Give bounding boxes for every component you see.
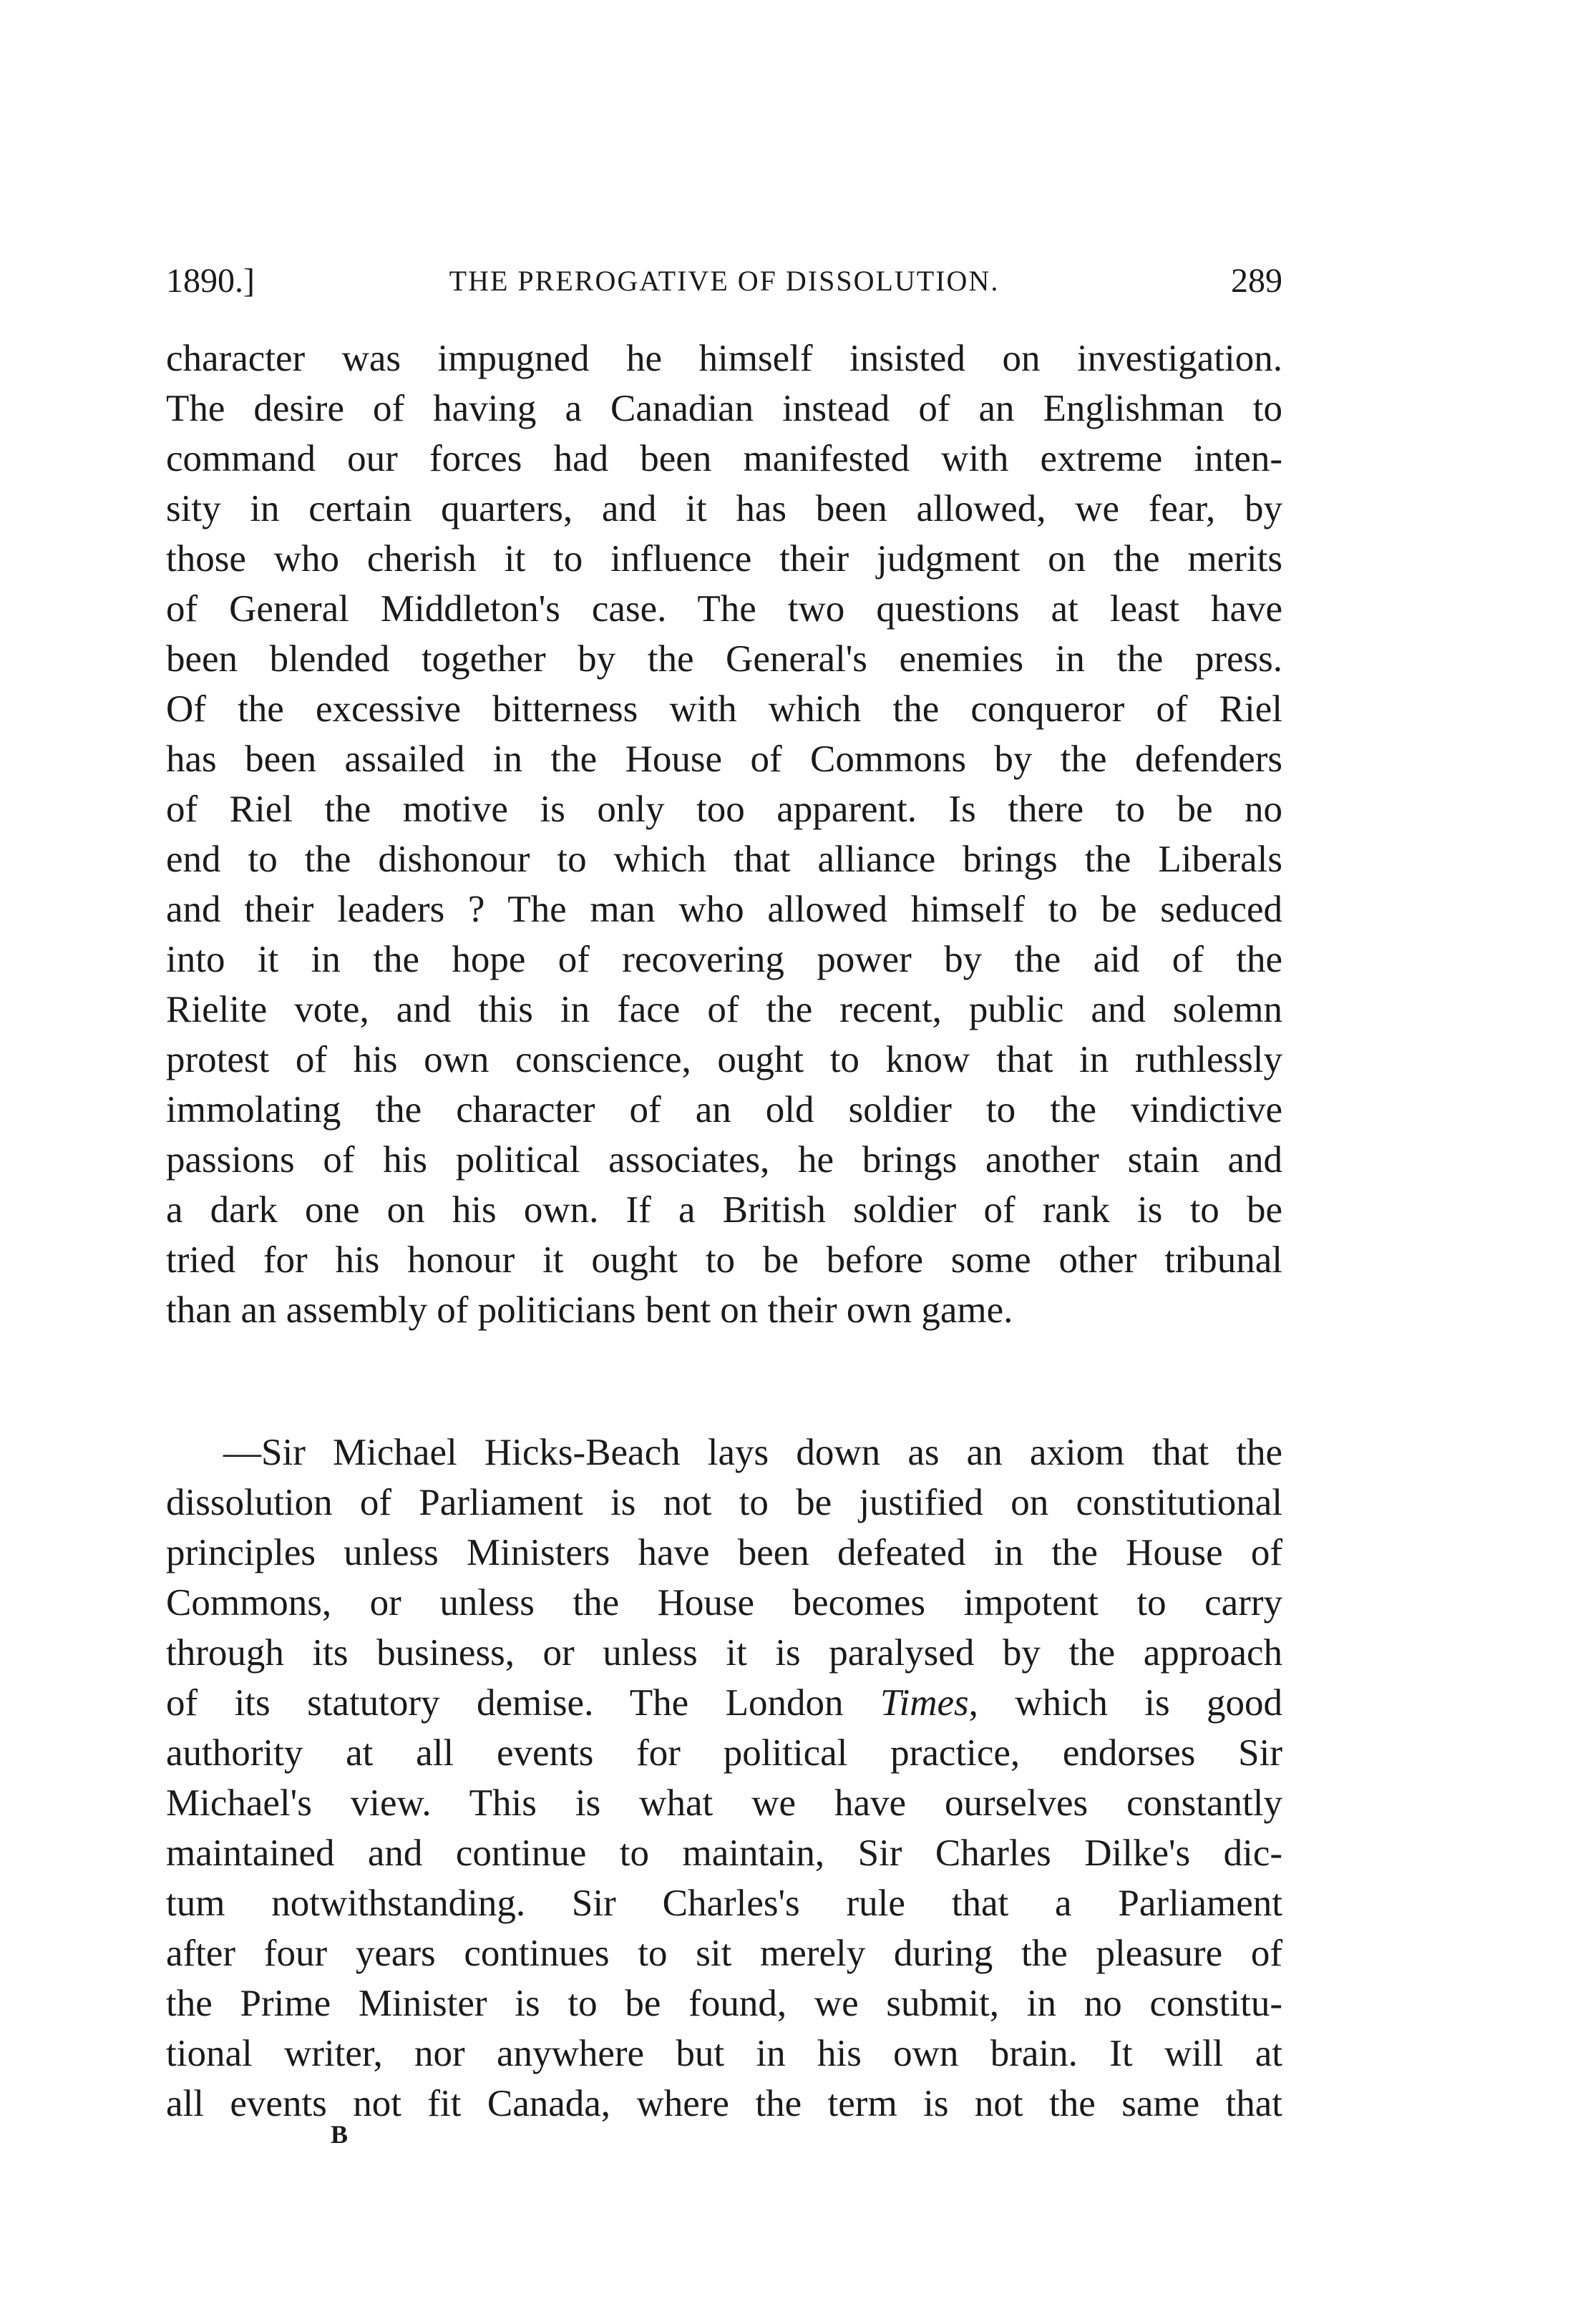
text-line: tional writer, nor anywhere but in his own brain. It will at xyxy=(166,2033,1282,2074)
running-head xyxy=(166,256,1282,306)
text-line: character was impugned he himself insisted on investigation. xyxy=(166,338,1282,379)
text-line: into it in the hope of recovering power by the aid of the xyxy=(166,939,1282,980)
text-line: passions of his political associates, he brings another stain and xyxy=(166,1139,1282,1181)
text-line: of Riel the motive is only too apparent. Is there to be no xyxy=(166,788,1282,830)
text-line: end to the dishonour to which that alliance brings the Liberals xyxy=(166,839,1282,880)
paragraph-1 xyxy=(166,333,1282,1335)
header-title: THE PREROGATIVE OF DISSOLUTION. xyxy=(449,265,1000,297)
text-line: than an assembly of politicians bent on their own game. xyxy=(166,1289,1013,1331)
text-line: through its business, or unless it is paralysed by the approach xyxy=(166,1632,1282,1674)
text-line: —Sir Michael Hicks-Beach lays down as an axiom that the xyxy=(223,1432,1282,1473)
text-line: after four years continues to sit merely during the pleasure of xyxy=(166,1933,1282,1974)
text-line: Of the excessive bitterness with which the conqueror of Riel xyxy=(166,688,1282,730)
text-line: The desire of having a Canadian instead of an Englishman to xyxy=(166,388,1282,429)
signature-mark: B xyxy=(331,2120,349,2149)
text-line: protest of his own conscience, ought to know that in ruthlessly xyxy=(166,1039,1282,1080)
italic-title: Times xyxy=(880,1682,969,1724)
text-line: those who cherish it to influence their judgment on the merits xyxy=(166,538,1282,580)
text-line: and their leaders ? The man who allowed himself to be seduced xyxy=(166,889,1282,930)
text-line: tried for his honour it ought to be before some other tribunal xyxy=(166,1239,1282,1281)
paragraph-2 xyxy=(166,1427,1282,2129)
text-line: Rielite vote, and this in face of the recent, public and solemn xyxy=(166,989,1282,1030)
text-line: tum notwithstanding. Sir Charles's rule that a Parliament xyxy=(166,1883,1282,1924)
text-line: the Prime Minister is to be found, we submit, in no constitu- xyxy=(166,1983,1282,2024)
text-line: Commons, or unless the House becomes impotent to carry xyxy=(166,1582,1282,1624)
text-line: been blended together by the General's enemies in the press. xyxy=(166,638,1282,680)
text-line: all events not fit Canada, where the term is not the same that xyxy=(166,2083,1282,2124)
text-line: of its statutory demise. The London Times, which is good xyxy=(166,1682,1283,1724)
text-line: maintained and continue to maintain, Sir Charles Dilke's dic- xyxy=(166,1832,1282,1874)
text-line: a dark one on his own. If a British soldier of rank is to be xyxy=(166,1189,1282,1231)
text-line: command our forces had been manifested with extreme inten- xyxy=(166,438,1282,479)
text-line: has been assailed in the House of Commons by the defenders xyxy=(166,738,1282,780)
page-number: 289 xyxy=(1231,262,1282,300)
header-year: 1890.] xyxy=(166,262,255,300)
text-line: of General Middleton's case. The two questions at least have xyxy=(166,588,1282,630)
text-line: dissolution of Parliament is not to be justified on constitutional xyxy=(166,1482,1282,1523)
text-line: immolating the character of an old soldier to the vindictive xyxy=(166,1089,1282,1131)
text-line: Michael's view. This is what we have ourselves constantly xyxy=(166,1782,1282,1824)
text-line: principles unless Ministers have been defeated in the House of xyxy=(166,1532,1282,1573)
text-line: authority at all events for political practice, endorses Sir xyxy=(166,1732,1282,1774)
text-line: sity in certain quarters, and it has been allowed, we fear, by xyxy=(166,488,1282,529)
